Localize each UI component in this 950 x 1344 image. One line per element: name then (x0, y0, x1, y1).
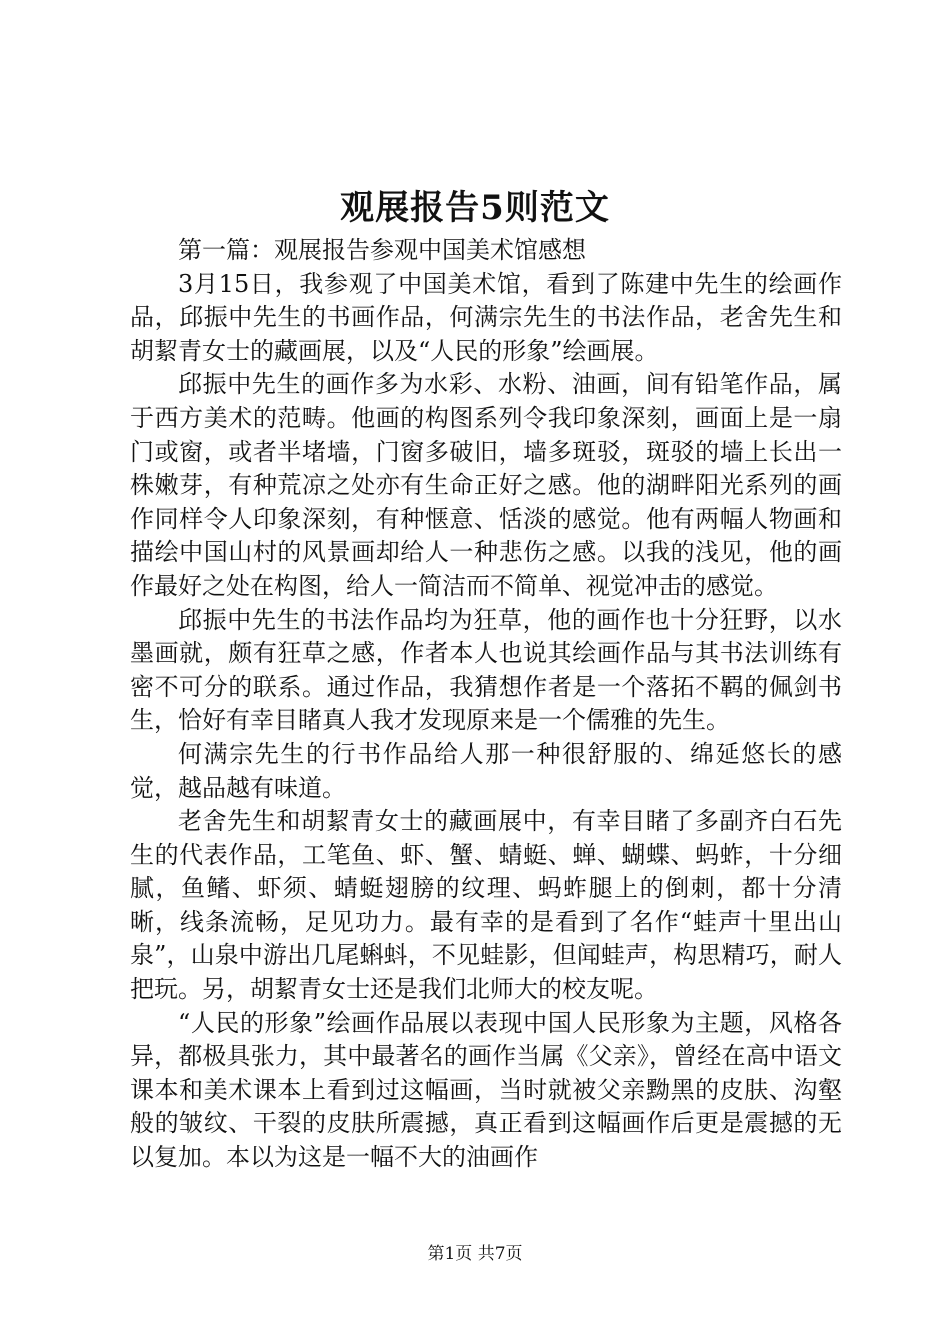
body-paragraph: “人民的形象”绘画作品展以表现中国人民形象为主题，风格各异，都极具张力，其中最著名的画作当属《父亲》，曾经在高中语文课本和美术课本上看到过这幅画，当时就被父亲黝黑的皮肤、沟壑般的皱纹、干裂的皮肤所震撼，真正看到这幅画作后更是震撼的无以复加。本以为这是一幅不大的油画作 (130, 1008, 842, 1172)
section-heading: 第一篇：观展报告参观中国美术馆感想 (178, 236, 586, 264)
document-body (130, 234, 842, 1184)
body-paragraph: 邱振中先生的画作多为水彩、水粉、油画，间有铅笔作品，属于西方美术的范畴。他画的构图系列令我印象深刻，画面上是一扇门或窗，或者半堵墙，门窗多破旧，墙多斑驳，斑驳的墙上长出一株嫩芽，有种荒凉之处亦有生命正好之感。他的湖畔阳光系列的画作同样令人印象深刻，有种惬意、恬淡的感觉。他有两幅人物画和描绘中国山村的风景画却给人一种悲伤之感。以我的浅见，他的画作最好之处在构图，给人一简洁而不简单、视觉冲击的感觉。 (130, 370, 842, 600)
page-number-footer: 第1页 共7页 (427, 1244, 523, 1264)
document-title: 观展报告5则范文 (340, 188, 610, 228)
body-paragraph: 老舍先生和胡絜青女士的藏画展中，有幸目睹了多副齐白石先生的代表作品，工笔鱼、虾、蟹、蜻蜓、蝉、蝴蝶、蚂蚱，十分细腻，鱼鳍、虾须、蜻蜓翅膀的纹理、蚂蚱腿上的倒刺，都十分清晰，线条流畅，足见功力。最有幸的是看到了名作“蛙声十里出山泉”，山泉中游出几尾蝌蚪，不见蛙影，但闻蛙声，构思精巧，耐人把玩。另，胡絜青女士还是我们北师大的校友呢。 (130, 807, 842, 1004)
body-paragraph: 邱振中先生的书法作品均为狂草，他的画作也十分狂野，以水墨画就，颇有狂草之感，作者本人也说其绘画作品与其书法训练有密不可分的联系。通过作品，我猜想作者是一个落拓不羁的佩剑书生，恰好有幸目睹真人我才发现原来是一个儒雅的先生。 (130, 605, 842, 735)
body-paragraph: 何满宗先生的行书作品给人那一种很舒服的、绵延悠长的感觉，越品越有味道。 (130, 739, 842, 802)
body-paragraph: 3月15日，我参观了中国美术馆，看到了陈建中先生的绘画作品，邱振中先生的书画作品，何满宗先生的书法作品，老舍先生和胡絜青女士的藏画展，以及“人民的形象”绘画展。 (130, 269, 842, 365)
